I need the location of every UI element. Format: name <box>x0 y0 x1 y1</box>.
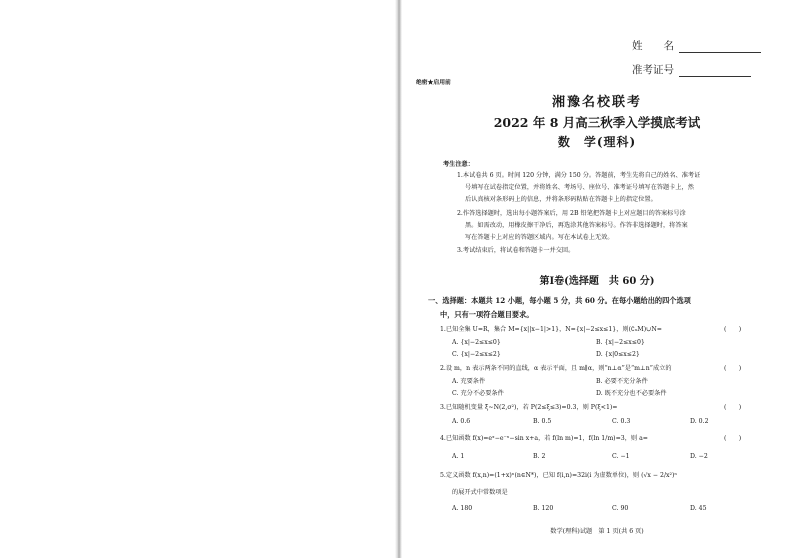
option-c: C. −1 <box>612 453 630 460</box>
answer-bracket: ( ) <box>724 404 742 411</box>
option-b: B. 必要不充分条件 <box>596 378 648 385</box>
question-5-stem-a: 5.定义函数 f(x,n)=(1+x)ⁿ(n∈N*)，已知 f(i,n)=32i(i 为虚数单位)，则 <box>440 472 640 479</box>
exam-id-blank-line <box>679 65 751 77</box>
part-instruction-1: 一、选择题：本题共 12 小题，每小题 5 分，共 60 分。在每小题给出的四个选项 <box>428 296 691 305</box>
exam-id-label: 准考证号 <box>632 64 674 76</box>
question-4-stem-a: 4.已知函数 f(x)=eˣ−e⁻ˣ−sin x+a，若 f(ln m)=1，f <box>440 435 591 442</box>
page-footer: 数学(理科)试题 第 1 页(共 6 页) <box>550 528 644 535</box>
option-d: D. 45 <box>690 505 707 512</box>
option-b: B. {x|−2≤x≤0} <box>596 339 645 346</box>
title-wrapper-1 <box>0 91 794 110</box>
option-a: A. 充要条件 <box>452 378 486 385</box>
option-a: A. 0.6 <box>452 418 471 425</box>
option-b: B. 120 <box>533 505 554 512</box>
question-2-stem: 2.设 m，n 表示两条不同的直线，α 表示平面，且 m∥α，则“n⊥α”是“m⊥n”成立的 <box>440 365 672 372</box>
notice-line: 1.本试卷共 6 页。时间 120 分钟，满分 150 分。答题前，考生先将自己的姓名、准考证 <box>457 172 701 179</box>
question-3-stem: 3.已知随机变量 ξ~N(2,σ²)，若 P(2≤ξ≤3)=0.3，则 P(ξ<1)= <box>440 404 618 411</box>
question-5-stem <box>440 472 677 480</box>
fraction-expression: (ln 1/m) <box>590 435 616 442</box>
name-field <box>632 38 761 53</box>
exam-subtitle: 2022 年 8 月高三秋季入学摸底考试 <box>493 115 701 130</box>
notice-line: 写在答题卡上对应的答题区域内。写在本试卷上无效。 <box>465 234 614 241</box>
section-title: 第Ⅰ卷(选择题 共 60 分) <box>539 276 655 287</box>
name-label: 姓 名 <box>632 40 674 52</box>
blank-left-page <box>0 0 395 558</box>
option-d: D. {x|0≤x≤2} <box>596 351 640 358</box>
question-4-stem-c: =3，则 a= <box>615 435 648 442</box>
option-a: A. {x|−2≤x≤0} <box>452 339 501 346</box>
option-c: C. 0.3 <box>612 418 631 425</box>
notice-line: 2.作答选择题时，选出每小题答案后，用 2B 铅笔把答题卡上对应题目的答案标号涂 <box>457 210 686 217</box>
option-b: B. 0.5 <box>533 418 552 425</box>
option-d: D. 既不充分也不必要条件 <box>596 390 667 397</box>
option-a: A. 1 <box>452 453 465 460</box>
notice-line: 后认真核对条形码上的信息，并将条形码粘贴在答题卡上的指定位置。 <box>465 196 657 203</box>
exam-id-field <box>632 62 751 77</box>
part-instruction-2: 中，只有一项符合题目要求。 <box>440 310 534 319</box>
option-b: B. 2 <box>533 453 546 460</box>
notice-line: 黑。如需改动，用橡皮擦干净后，再选涂其他答案标号。作答非选择题时，将答案 <box>465 222 688 229</box>
notice-line: 3.考试结束后，将试卷和答题卡一并交回。 <box>457 247 575 254</box>
exam-title: 湘豫名校联考 <box>551 95 642 110</box>
subject-title: 数 学(理科) <box>557 135 637 149</box>
option-d: D. 0.2 <box>690 418 709 425</box>
answer-bracket: ( ) <box>724 435 742 442</box>
option-d: D. −2 <box>690 453 708 460</box>
answer-bracket: ( ) <box>724 326 742 333</box>
answer-bracket: ( ) <box>724 365 742 372</box>
notice-heading: 考生注意： <box>443 161 474 168</box>
question-1-stem: 1.已知全集 U=R，集合 M={x||x−1|>1}，N={x|−2≤x≤1}，则(∁ᵤM)∪N= <box>440 326 662 333</box>
question-4-stem <box>440 435 648 443</box>
option-c: C. {x|−2≤x≤2} <box>452 351 501 358</box>
secret-mark: 绝密★启用前 <box>416 80 451 86</box>
name-blank-line <box>679 41 761 53</box>
question-5-stem-c: 的展开式中常数项是 <box>452 489 508 496</box>
option-a: A. 180 <box>452 505 473 512</box>
notice-line: 号填写在试卷指定位置，并将姓名、考场号、座位号、准考证号填写在答题卡上，然 <box>465 184 694 191</box>
option-c: C. 充分不必要条件 <box>452 390 504 397</box>
binomial-expression: (√x − 2/x²)ⁿ <box>641 472 678 479</box>
option-c: C. 90 <box>612 505 629 512</box>
